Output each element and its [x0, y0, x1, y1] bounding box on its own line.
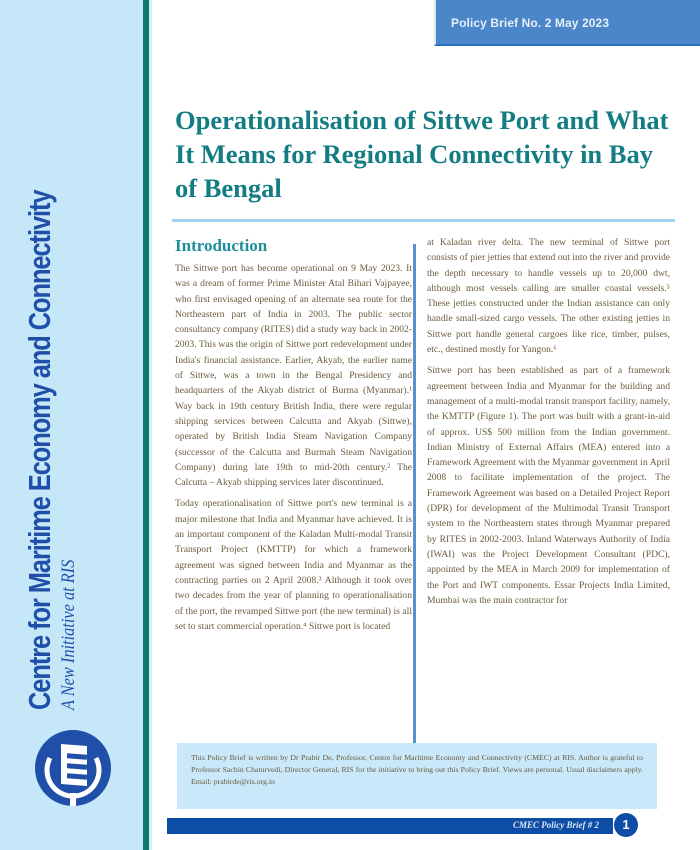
sidebar-vertical-title — [22, 50, 80, 710]
left-column — [175, 261, 412, 640]
paragraph: Sittwe port has been established as part of a framework agreement between India and Myanmar for the building and management of a multi-modal transit transport facility, namely, the KMTTP (Figure 1). The port was built with a grant-in-aid of approx. US$ 500 million from the Indian government. Indian Ministry of External Affairs (MEA) entered into a Framework Agreement with the Myanmar government in April 2008 to facilitate implementation of the project. The Framework Agreement was based on a Detailed Project Report (DPR) for development of the Multimodal Transit Transport system to the Northeastern states through Myanmar prepared by RITES in 2002-2003. Inland Waterways Authority of India (IWAI) was the Project Development Consultant (PDC), appointed by the MEA in March 2009 for implementation of the Port and IWT components. Essar Projects India Limited, Mumbai was the main contractor for — [427, 365, 670, 606]
author-footnote-box — [177, 743, 657, 809]
org-tagline: A New Initiative at RIS — [58, 559, 79, 710]
footer-bar — [167, 818, 613, 834]
paragraph: The Sittwe port has become operational on 9 May 2023. It was a dream of former Prime Minister Atal Bihari Vajpayee, who first envisaged opening of an alternate sea route for the Northeastern part of India in 2003. The public sector consultancy company (RITES) did a study way back in 2002-2003. This was the origin of Sittwe port redevelopment under India's financial assistance. Earlier, Akyab, the earlier name of Sittwe, was a town in the Bengal Presidency and headquarters of the Akyab district of Burma (Myanmar).¹ Way back in 19th century British India, there were regular shipping services between Calcutta and Akyab (Sittwe), operated by British India Steam Navigation Company (successor of the Calcutta and Burmah Steam Navigation Company) during late 19th to mid-20th century.² The Calcutta – Akyab shipping services later discontinued. — [175, 263, 412, 489]
title-rule — [172, 219, 675, 222]
right-column — [427, 235, 670, 614]
series-label: CMEC Policy Brief # 2 — [513, 820, 599, 830]
author-footnote: This Policy Brief is written by Dr Prabir De, Professor, Centre for Maritime Economy and Connectivity (CMEC) at RIS. Author is grateful to Professor Sachin Chaturvedi, Director General, RIS for the initiative to bring out this Policy Brief. Views are personal. Usual disclaimers apply. Email: prabirde@ris.org.in — [191, 753, 643, 786]
issue-label: Policy Brief No. 2 May 2023 — [451, 16, 610, 30]
sidebar — [0, 0, 143, 850]
column-divider — [413, 244, 416, 750]
sidebar-divider-light — [149, 0, 152, 850]
paragraph: Today operationalisation of Sittwe port's new terminal is a major milestone that India and Myanmar have achieved. It is an important component of the Kaladan Multi-modal Transit Transport Project (KMTTP) for which a framework agreement was signed between India and Myanmar as the contracting parties on 2 April 2008.³ Although it took over two decades from the year of planning to operationalisation of the port, the revamped Sittwe port (the new terminal) is all set to start commercial operation.⁴ Sittwe port is located — [175, 498, 412, 632]
paragraph: at Kaladan river delta. The new terminal of Sittwe port consists of pier jetties that extend out into the river and provide the depth necessary to handle vessels up to 20,000 dwt, although most vessels calling are smaller coastal vessels.⁵ These jetties constructed under the Indian assistance can only handle small-sized cargo vessels. The other existing jetties in Sittwe port handle general cargoes like rice, timber, pulses, etc., destined mostly for Yangon.⁶ — [427, 237, 670, 356]
issue-banner — [434, 0, 700, 46]
section-heading-introduction: Introduction — [175, 236, 268, 255]
org-name: Centre for Maritime Economy and Connectivity — [22, 190, 57, 710]
cmec-logo-icon — [30, 728, 116, 814]
page-number-badge: 1 — [614, 813, 638, 837]
document-title: Operationalisation of Sittwe Port and What It Means for Regional Connectivity in Bay of Bengal — [175, 105, 669, 203]
